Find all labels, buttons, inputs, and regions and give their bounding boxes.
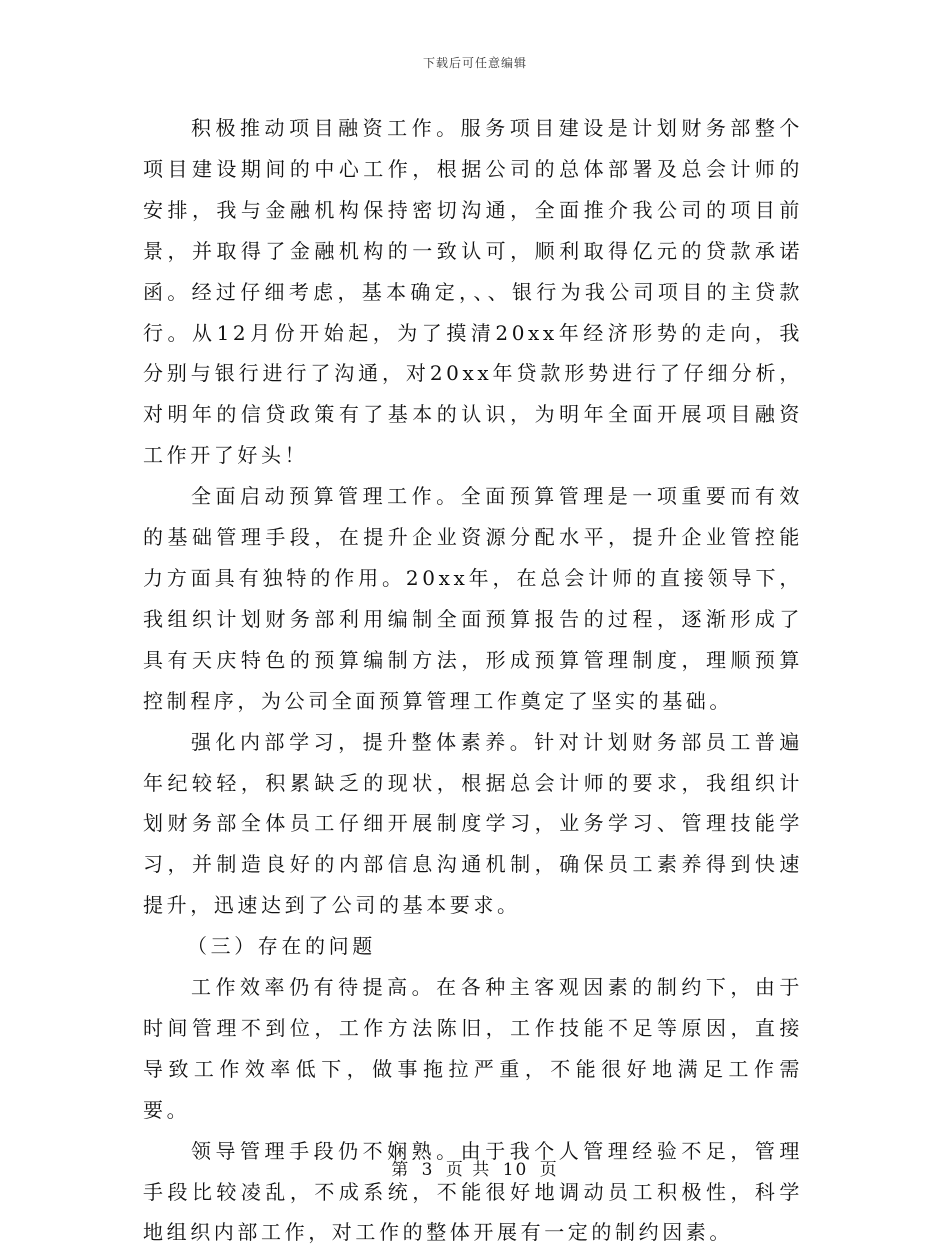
footer-prefix: 第 (391, 1160, 411, 1180)
paragraph-efficiency: 工作效率仍有待提高。在各种主客观因素的制约下，由于时间管理不到位，工作方法陈旧，工作技能不足等原因，直接导致工作效率低下，做事拖拉严重，不能很好地满足工作需要。 (143, 975, 803, 1122)
page-header-note: 下载后可任意编辑 (422, 56, 527, 70)
paragraph-learning: 强化内部学习，提升整体素养。针对计划财务部员工普遍年纪较轻，积累缺乏的现状，根据总会计师的要求，我组织计划财务部全体员工仔细开展制度学习，业务学习、管理技能学习，并制造良好的内部信息沟通机制，确保员工素养得到快速提升，迅速达到了公司的基本要求。 (143, 729, 803, 918)
footer-total-pages: 10 (502, 1160, 529, 1180)
footer-current-page: 3 (421, 1160, 435, 1180)
document-body (143, 108, 803, 1253)
paragraph-financing: 积极推动项目融资工作。服务项目建设是计划财务部整个项目建设期间的中心工作，根据公司的总体部署及总会计师的安排，我与金融机构保持密切沟通，全面推介我公司的项目前景，并取得了金融机构的一致认可，顺利取得亿元的贷款承诺函。经过仔细考虑，基本确定，、、银行为我公司项目的主贷款行。从12月份开始起，为了摸清20xx年经济形势的走向，我分别与银行进行了沟通，对20xx年贷款形势进行了仔细分析，对明年的信贷政策有了基本的认识，为明年全面开展项目融资工作开了好头！ (143, 116, 803, 468)
paragraph-budget: 全面启动预算管理工作。全面预算管理是一项重要而有效的基础管理手段，在提升企业资源分配水平，提升企业管控能力方面具有独特的作用。20xx年，在总会计师的直接领导下，我组织计划财务部利用编制全面预算报告的过程，逐渐形成了具有天庆特色的预算编制方法，形成预算管理制度，理顺预算控制程序，为公司全面预算管理工作奠定了坚实的基础。 (143, 484, 803, 713)
page-footer (0, 1155, 950, 1180)
section-heading-problems: （三）存在的问题 (187, 934, 376, 959)
paragraph-management: 领导管理手段仍不娴熟。由于我个人管理经验不足，管理手段比较凌乱，不成系统，不能很好地调动员工积极性，科学地组织内部工作，对工作的整体开展有一定的制约因素。 (143, 1138, 803, 1245)
footer-suffix: 页 (539, 1160, 559, 1180)
footer-middle: 页 共 (445, 1160, 492, 1180)
